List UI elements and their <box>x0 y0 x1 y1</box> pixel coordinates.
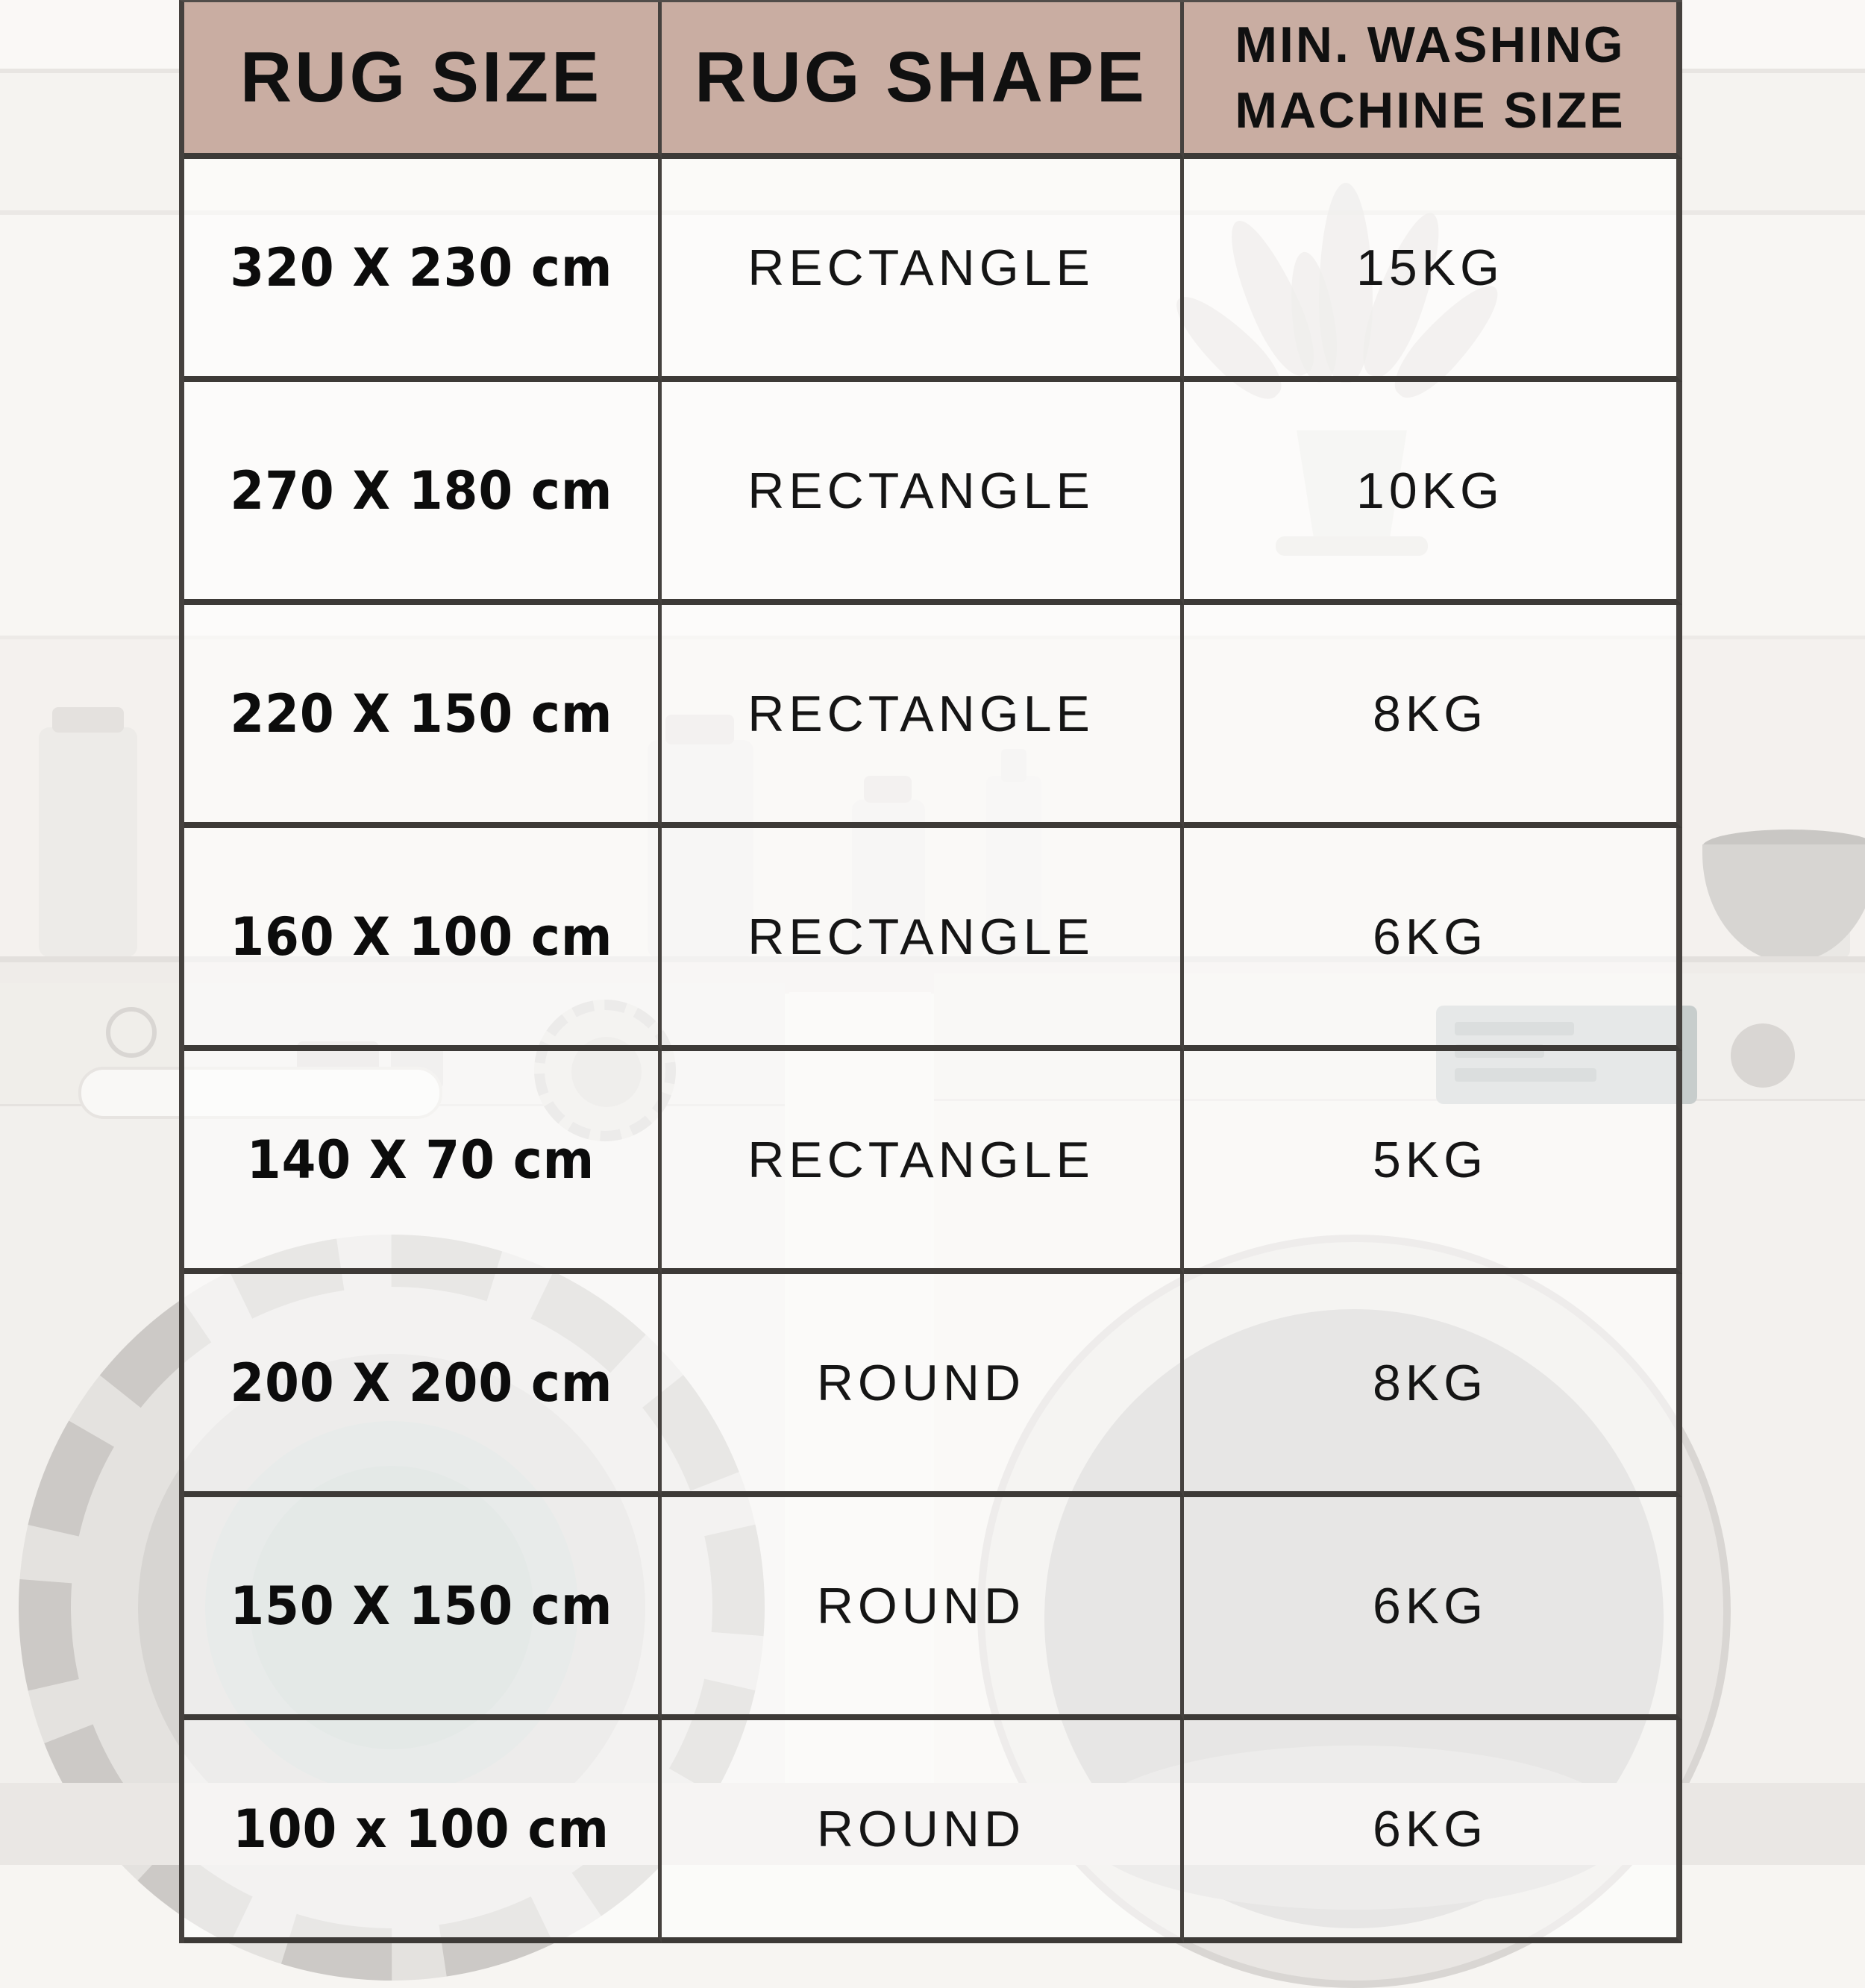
table-row-6-shape: ROUND <box>662 1274 1184 1497</box>
table-row-6-size: 200 X 200 cm <box>184 1274 662 1497</box>
table-row-1-machine: 15KG <box>1184 159 1682 382</box>
table-row-6-machine: 8KG <box>1184 1274 1682 1497</box>
table-row-2-shape: RECTANGLE <box>662 382 1184 605</box>
header-min-washing-machine-size <box>1184 2 1682 159</box>
table-row-7-machine: 6KG <box>1184 1497 1682 1720</box>
table-row-5-size: 140 X 70 cm <box>184 1051 662 1274</box>
rug-washing-size-table <box>179 0 1682 1943</box>
table-row-4-machine: 6KG <box>1184 828 1682 1051</box>
header-label: MIN. WASHING MACHINE SIZE <box>1235 16 1626 139</box>
table-row-1-shape: RECTANGLE <box>662 159 1184 382</box>
table-row-8-machine: 6KG <box>1184 1720 1682 1943</box>
jar-lid <box>52 707 124 733</box>
ge-logo <box>106 1007 157 1058</box>
header-label: RUG SIZE <box>239 37 603 117</box>
glass-jar <box>39 727 137 957</box>
table-row-4-shape: RECTANGLE <box>662 828 1184 1051</box>
table-row-2-machine: 10KG <box>1184 382 1682 605</box>
washer-knob <box>1731 1023 1795 1088</box>
header-rug-shape <box>662 2 1184 159</box>
header-rug-size <box>184 2 662 159</box>
table-row-3-size: 220 X 150 cm <box>184 605 662 828</box>
table-row-8-size: 100 x 100 cm <box>184 1720 662 1943</box>
table-row-5-machine: 5KG <box>1184 1051 1682 1274</box>
table-row-5-shape: RECTANGLE <box>662 1051 1184 1274</box>
table-row-1-size: 320 X 230 cm <box>184 159 662 382</box>
table-row-3-shape: RECTANGLE <box>662 605 1184 828</box>
table-row-7-size: 150 X 150 cm <box>184 1497 662 1720</box>
table-row-7-shape: ROUND <box>662 1497 1184 1720</box>
table-row-8-shape: ROUND <box>662 1720 1184 1943</box>
table-row-2-size: 270 X 180 cm <box>184 382 662 605</box>
table-row-3-machine: 8KG <box>1184 605 1682 828</box>
header-label: RUG SHAPE <box>695 37 1147 117</box>
table-row-4-size: 160 X 100 cm <box>184 828 662 1051</box>
